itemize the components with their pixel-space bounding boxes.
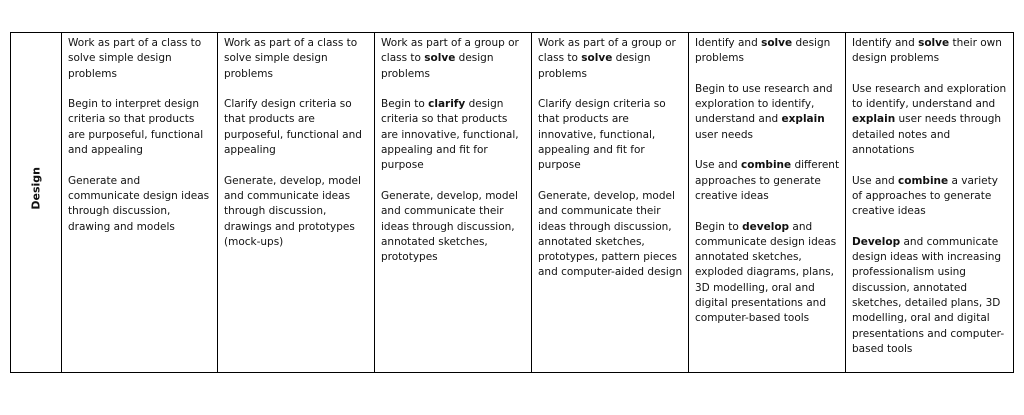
emphasis-text: explain xyxy=(781,113,825,126)
criteria-text: Identify and xyxy=(852,37,919,49)
criteria-text: design criteria so that products are innovative, functional, appealing and fit for purpose xyxy=(381,98,519,172)
criteria-paragraph xyxy=(381,36,526,82)
criteria-paragraph xyxy=(852,82,1008,158)
row-label: Design xyxy=(29,166,43,210)
design-row xyxy=(11,33,1014,373)
emphasis-text: solve xyxy=(424,52,456,65)
criteria-text: Begin to xyxy=(381,98,429,111)
criteria-text: Clarify design criteria so that products are innovative, functional, appealing and fit for purpose xyxy=(538,98,666,172)
criteria-text: design problems xyxy=(381,52,494,80)
emphasis-text: clarify xyxy=(428,98,466,111)
stage-cell xyxy=(62,33,218,373)
criteria-paragraph xyxy=(695,158,840,204)
criteria-paragraph xyxy=(852,174,1008,220)
criteria-paragraph xyxy=(224,36,369,82)
criteria-paragraph xyxy=(695,82,840,143)
criteria-text: and communicate design ideas annotated sketches, exploded diagrams, plans, 3D modelling, oral and digital presentations and computer-based tools xyxy=(695,220,837,325)
criteria-text: Clarify design criteria so that products are purposeful, functional and appealing xyxy=(224,98,362,157)
criteria-text: Use and xyxy=(852,174,899,187)
criteria-text: Work as part of a class to solve simple design problems xyxy=(224,37,358,80)
criteria-text: Generate, develop, model and communicate ideas through discussion, drawings and prototypes (mock-ups) xyxy=(224,174,361,248)
criteria-text: Generate, develop, model and communicate their ideas through discussion, annotated sketches, prototypes xyxy=(381,189,518,264)
emphasis-text: solve xyxy=(761,37,793,49)
criteria-paragraph xyxy=(381,189,526,265)
criteria-paragraph xyxy=(538,36,683,82)
criteria-paragraph xyxy=(695,36,840,67)
criteria-paragraph xyxy=(68,174,212,235)
criteria-text: Work as part of a class to solve simple design problems xyxy=(68,37,202,80)
criteria-paragraph xyxy=(224,174,369,250)
emphasis-text: combine xyxy=(741,159,792,172)
criteria-text: design problems xyxy=(538,52,651,80)
criteria-paragraph xyxy=(68,36,212,82)
emphasis-text: solve xyxy=(581,52,613,65)
emphasis-text: explain xyxy=(852,113,896,126)
criteria-text: and communicate design ideas with increasing professionalism using discussion, annotated sketches, detailed plans, 3D modelling, oral and digital presentations and computer-based tools xyxy=(852,235,1005,355)
criteria-text: Begin to xyxy=(695,220,743,233)
criteria-text: Identify and xyxy=(695,37,762,49)
criteria-text: Generate and communicate design ideas through discussion, drawing and models xyxy=(68,174,210,233)
criteria-paragraph xyxy=(852,235,1008,357)
criteria-text: user needs through detailed notes and annotations xyxy=(852,113,1002,157)
stage-cell xyxy=(532,33,689,373)
criteria-paragraph xyxy=(538,189,683,281)
stage-cell xyxy=(846,33,1014,373)
criteria-paragraph xyxy=(381,97,526,173)
criteria-paragraph xyxy=(68,97,212,158)
criteria-text: Work as part of a group or class to xyxy=(538,37,676,65)
criteria-text: Use and xyxy=(695,159,742,172)
emphasis-text: Develop xyxy=(852,235,901,248)
criteria-text: Work as part of a group or class to xyxy=(381,37,519,65)
emphasis-text: develop xyxy=(742,220,790,233)
criteria-text: design problems xyxy=(695,37,831,65)
criteria-text: a variety of approaches to generate creative ideas xyxy=(852,174,998,218)
criteria-text: Generate, develop, model and communicate their ideas through discussion, annotated sketches, prototypes, pattern pieces and computer-aided design xyxy=(538,189,683,279)
criteria-paragraph xyxy=(852,36,1008,67)
criteria-paragraph xyxy=(224,97,369,158)
design-progression-table xyxy=(10,32,1014,373)
row-label-cell xyxy=(11,33,62,373)
emphasis-text: combine xyxy=(898,174,949,187)
criteria-text: user needs xyxy=(695,128,753,141)
criteria-text: Begin to use research and exploration to identify, understand and xyxy=(695,82,833,126)
criteria-paragraph xyxy=(695,220,840,327)
emphasis-text: solve xyxy=(918,37,950,49)
criteria-text: Begin to interpret design criteria so that products are purposeful, functional and appealing xyxy=(68,98,204,157)
criteria-text: their own design problems xyxy=(852,37,1002,65)
criteria-text: different approaches to generate creative ideas xyxy=(695,159,840,202)
stage-cell xyxy=(689,33,846,373)
criteria-text: Use research and exploration to identify, understand and xyxy=(852,82,1007,111)
stage-cell xyxy=(218,33,375,373)
stage-cell xyxy=(375,33,532,373)
criteria-paragraph xyxy=(538,97,683,173)
